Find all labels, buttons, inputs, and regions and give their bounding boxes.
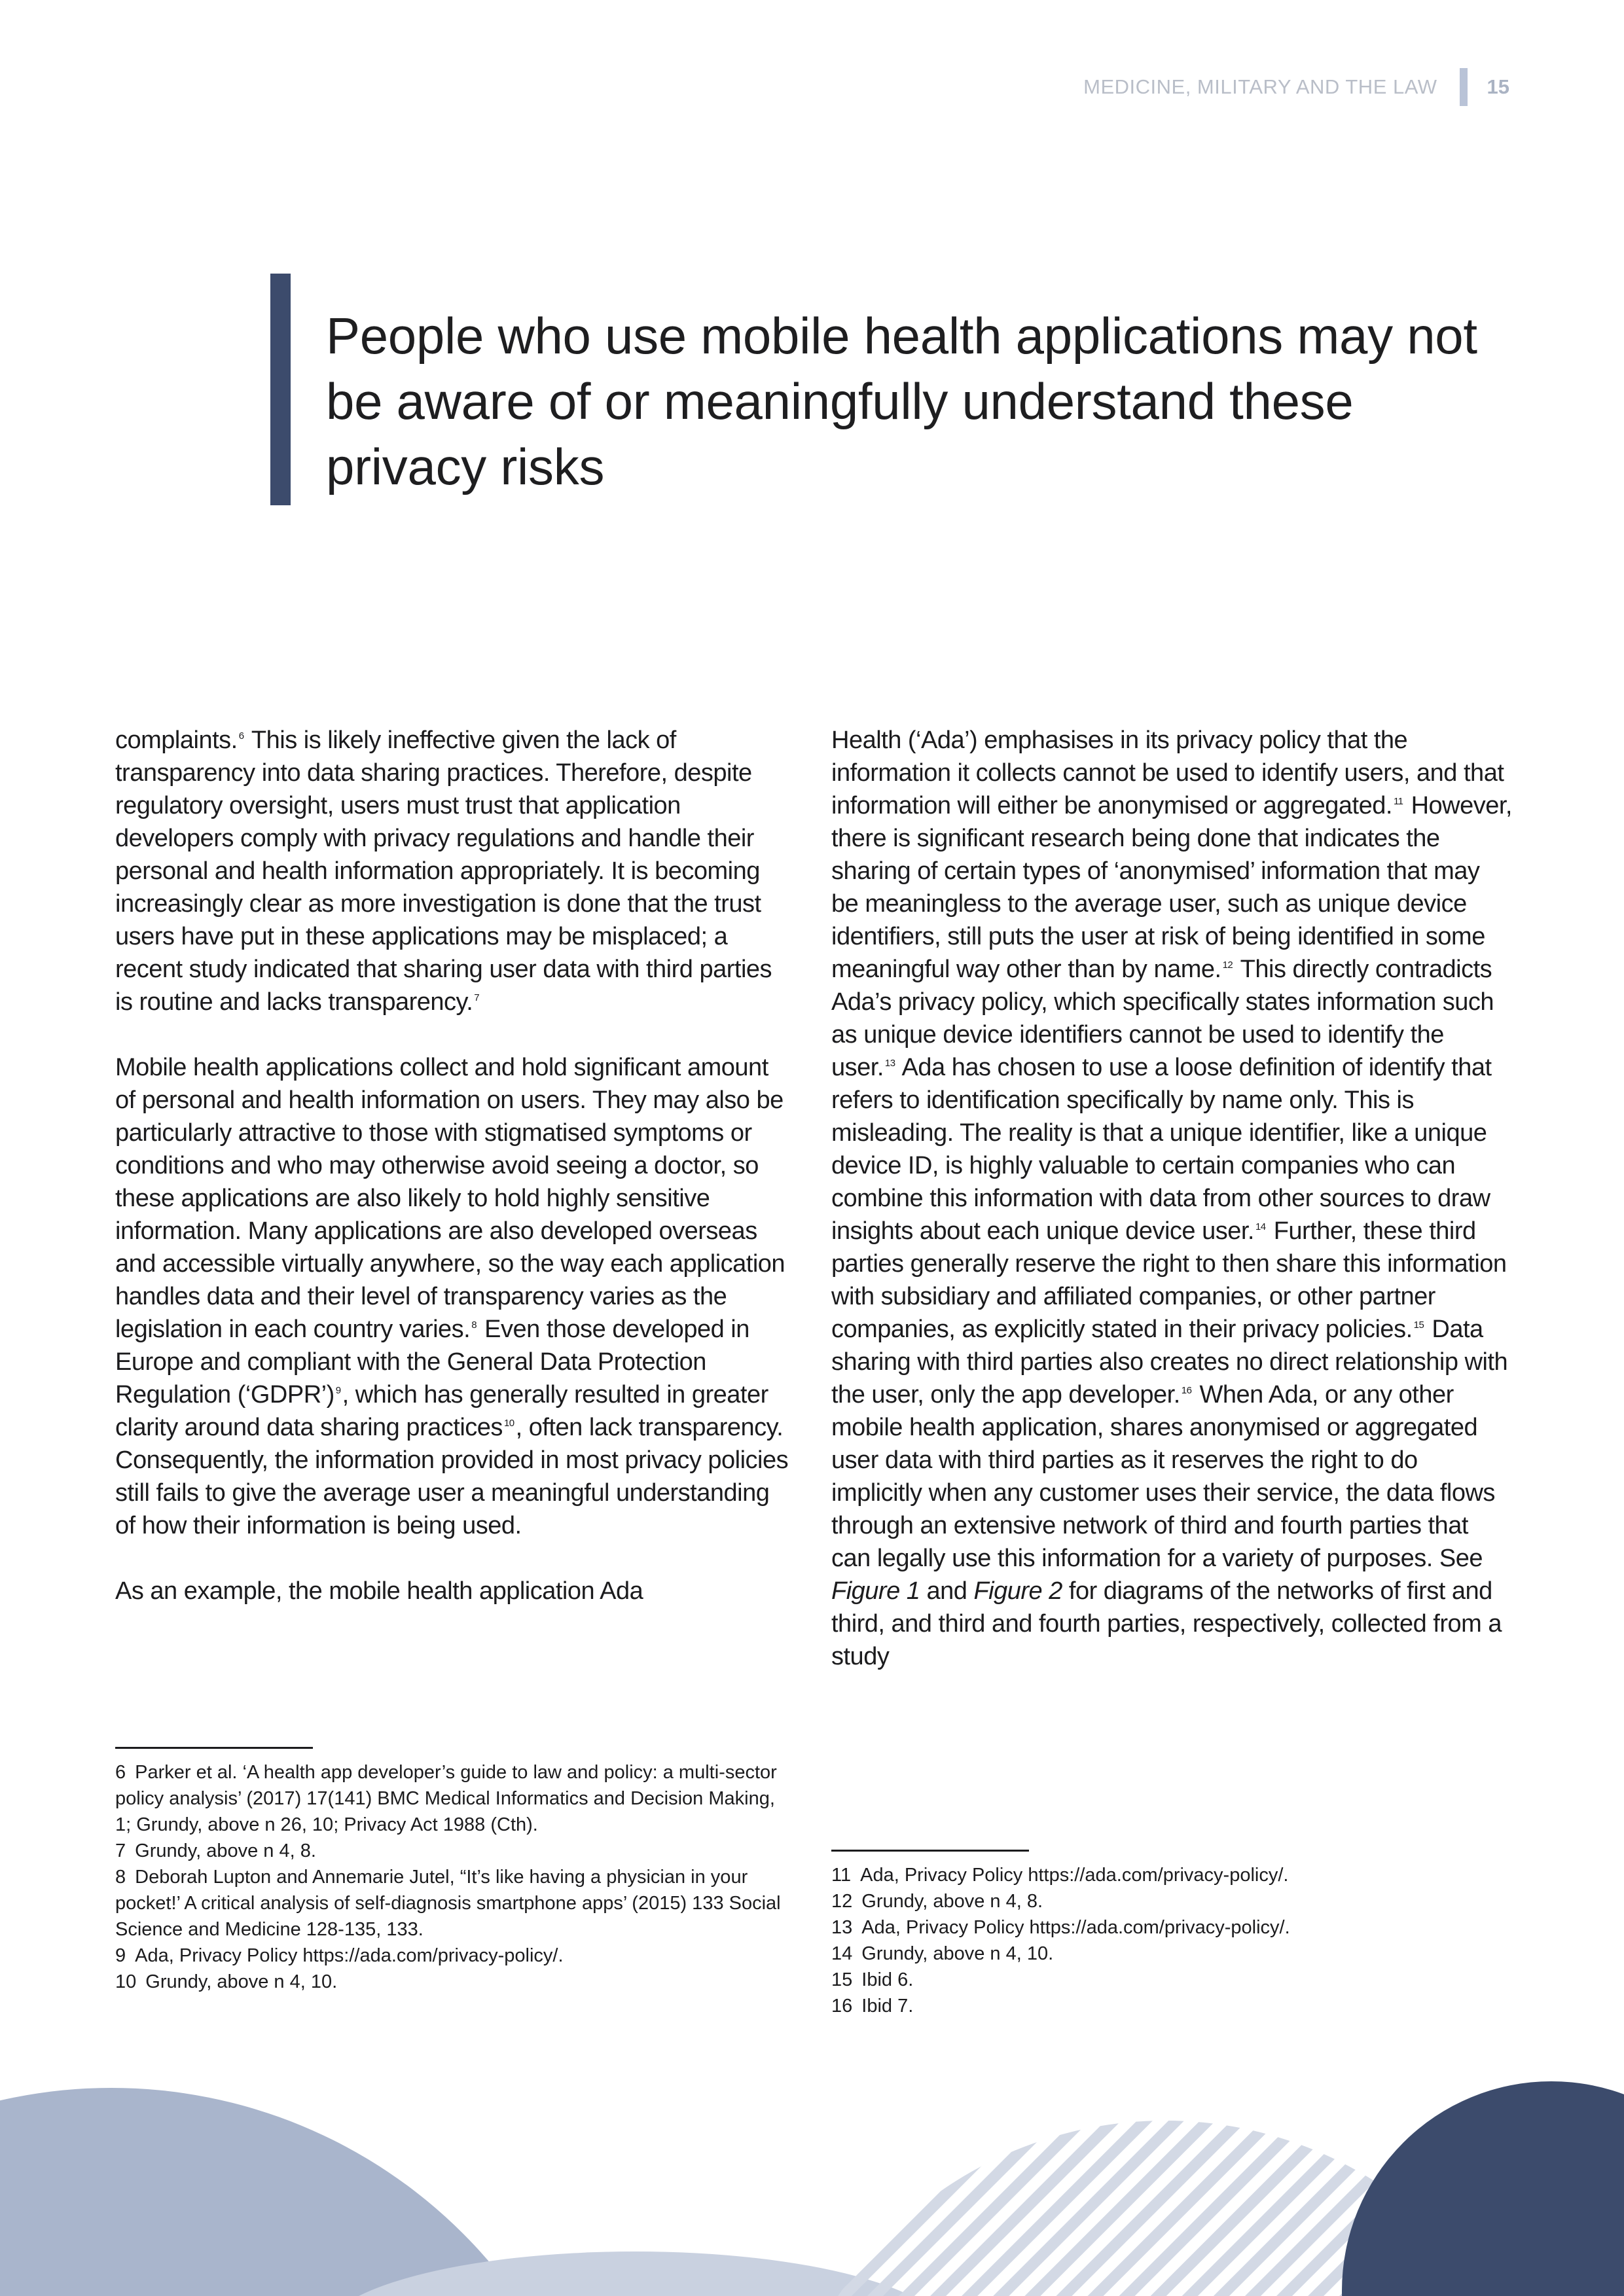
footnote	[115, 1969, 796, 1995]
footnote-reference: 14	[1255, 1221, 1266, 1232]
footnote	[115, 1943, 796, 1969]
footnote-rule	[831, 1850, 1029, 1852]
footnote	[831, 1993, 1512, 2019]
footnote	[831, 1914, 1512, 1941]
footnote-text: Ibid 6.	[861, 1969, 914, 1990]
text-run: and	[920, 1577, 974, 1605]
footnote	[115, 1759, 796, 1838]
footnotes-left	[115, 1747, 796, 1995]
footnote-reference: 16	[1181, 1385, 1192, 1396]
footnote-number: 11	[831, 1865, 852, 1886]
text-run: As an example, the mobile health application Ada	[115, 1577, 643, 1605]
text-run: Health (‘Ada’) emphasises in its privacy policy that the information it collects cannot be used to identify users, and that information will either be anonymised or aggregated.	[831, 726, 1504, 819]
text-run: When Ada, or any other mobile health application, shares anonymised or aggregated user data with third parties as it reserves the right to do implicitly when any customer uses their service, the data flows through an extensive network of third and fourth parties that can legally use this information for a variety of purposes. See	[831, 1381, 1495, 1572]
paragraph	[115, 724, 793, 1018]
footnote-reference: 9	[335, 1385, 341, 1396]
text-run: However, there is significant research being done that indicates the sharing of certain types of ‘anonymised’ information that may be meaningless to the average user, such as unique device identifiers, still puts the user at risk of being identified in some meaningful way other than by name.	[831, 792, 1512, 983]
footnote-number: 6	[115, 1762, 126, 1783]
text-run: Ada has chosen to use a loose definition of identify that refers to identification specifically by name only. This is misleading. The reality is that a unique identifier, like a unique device ID, is highly valuable to certain companies who can combine this information with data from other sources to draw insights about each unique device user.	[831, 1054, 1492, 1245]
page-number: 15	[1487, 75, 1509, 98]
text-run: This is likely ineffective given the lack of transparency into data sharing practices. Therefore, despite regulatory oversight, users must trust that application developers comply with privacy regulations and handle their personal and health information appropriately. It is becoming increasingly clear as more investigation is done that the trust users have put in these applications may be misplaced; a recent study indicated that sharing user data with third parties is routine and lacks transparency.	[115, 726, 772, 1016]
header-divider	[1460, 68, 1468, 106]
paragraph	[115, 1051, 793, 1542]
footnote-text: Ada, Privacy Policy https://ada.com/privacy-policy/.	[860, 1865, 1289, 1886]
footnote-text: Grundy, above n 4, 8.	[135, 1840, 316, 1861]
footnote-text: Deborah Lupton and Annemarie Jutel, “It’s like having a physician in your pocket!’ A critical analysis of self-diagnosis smartphone apps’ (2015) 133 Social Science and Medicine 128-135, 133.	[115, 1867, 781, 1940]
footnote-text: Grundy, above n 4, 8.	[861, 1891, 1043, 1912]
footnote	[831, 1862, 1512, 1888]
footnote-reference: 11	[1393, 796, 1403, 807]
text-run: This directly contradicts Ada’s privacy policy, which specifically states information such as unique device identifiers cannot be used to identify the user.	[831, 956, 1494, 1081]
text-run: , which has generally resulted in greater clarity around data sharing practices	[115, 1381, 768, 1441]
footnote-number: 15	[831, 1969, 853, 1990]
footnote-reference: 7	[474, 992, 480, 1003]
text-run: Data sharing with third parties also creates no direct relationship with the user, only the app developer.	[831, 1316, 1508, 1408]
footnote-rule	[115, 1747, 313, 1749]
footnote-text: Ada, Privacy Policy https://ada.com/privacy-policy/.	[135, 1945, 564, 1966]
text-run: Further, these third parties generally reserve the right to then share this information with subsidiary and affiliated companies, or other partner companies, as explicitly stated in their privacy policies.	[831, 1217, 1507, 1343]
footnote-list	[115, 1759, 796, 1995]
pull-quote-bar	[270, 274, 291, 505]
pull-quote-text: People who use mobile health applications may not be aware of or meaningfully understand these privacy risks	[326, 307, 1477, 495]
footnote-number: 14	[831, 1943, 853, 1964]
decorative-footer-shapes	[0, 2062, 1624, 2296]
footnote-number: 13	[831, 1917, 853, 1938]
body-column-left	[115, 724, 793, 1607]
footnote-number: 12	[831, 1891, 853, 1912]
footnote-list	[831, 1862, 1512, 2019]
text-run: for diagrams of the networks of first and third, and third and fourth parties, respectively, collected from a study	[831, 1577, 1502, 1670]
text-run: Even those developed in Europe and compliant with the General Data Protection Regulation (‘GDPR’)	[115, 1316, 749, 1408]
footnotes-right	[831, 1850, 1512, 2019]
footnote-number: 7	[115, 1840, 126, 1861]
footnote-number: 16	[831, 1996, 853, 2017]
footnote	[115, 1838, 796, 1864]
pull-quote	[270, 274, 1514, 505]
footnote-text: Grundy, above n 4, 10.	[145, 1971, 338, 1992]
footnote-reference: 8	[471, 1319, 477, 1331]
text-run: , often lack transparency. Consequently, the information provided in most privacy policies still fails to give the average user a meaningful understanding of how their information is being used.	[115, 1414, 789, 1539]
running-header	[1083, 68, 1509, 106]
paragraph	[831, 724, 1512, 1673]
footnote	[831, 1941, 1512, 1967]
footnote-text: Grundy, above n 4, 10.	[861, 1943, 1054, 1964]
figure-reference: Figure 2	[973, 1577, 1062, 1605]
footnote-reference: 6	[238, 730, 244, 742]
footnote-reference: 13	[884, 1058, 895, 1069]
footnote	[831, 1967, 1512, 1993]
footnote-text: Ibid 7.	[861, 1996, 914, 2017]
footer-circle-dark	[1342, 2081, 1624, 2296]
text-run: Mobile health applications collect and hold significant amount of personal and health information on users. They may also be particularly attractive to those with stigmatised symptoms or conditions and who may otherwise avoid seeing a doctor, so these applications are also likely to hold highly sensitive information. Many applications are also developed overseas and accessible virtually anywhere, so the way each application handles data and their level of transparency varies as the legislation in each country varies.	[115, 1054, 785, 1343]
footnote	[831, 1888, 1512, 1914]
footnote	[115, 1864, 796, 1943]
body-column-right	[831, 724, 1512, 1673]
figure-reference: Figure 1	[831, 1577, 920, 1605]
section-title: MEDICINE, MILITARY AND THE LAW	[1083, 75, 1437, 98]
footnote-number: 9	[115, 1945, 126, 1966]
footnote-number: 8	[115, 1867, 126, 1888]
footnote-text: Parker et al. ‘A health app developer’s guide to law and policy: a multi-sector policy analysis’ (2017) 17(141) BMC Medical Informatics and Decision Making, 1; Grundy, above n 26, 10; Privacy Act 1988 (Cth).	[115, 1762, 777, 1835]
footnote-text: Ada, Privacy Policy https://ada.com/privacy-policy/.	[861, 1917, 1290, 1938]
text-run: complaints.	[115, 726, 238, 754]
footnote-reference: 15	[1413, 1319, 1424, 1331]
footnote-reference: 12	[1222, 960, 1233, 971]
paragraph	[115, 1575, 793, 1607]
footnote-number: 10	[115, 1971, 137, 1992]
footnote-reference: 10	[503, 1418, 514, 1429]
